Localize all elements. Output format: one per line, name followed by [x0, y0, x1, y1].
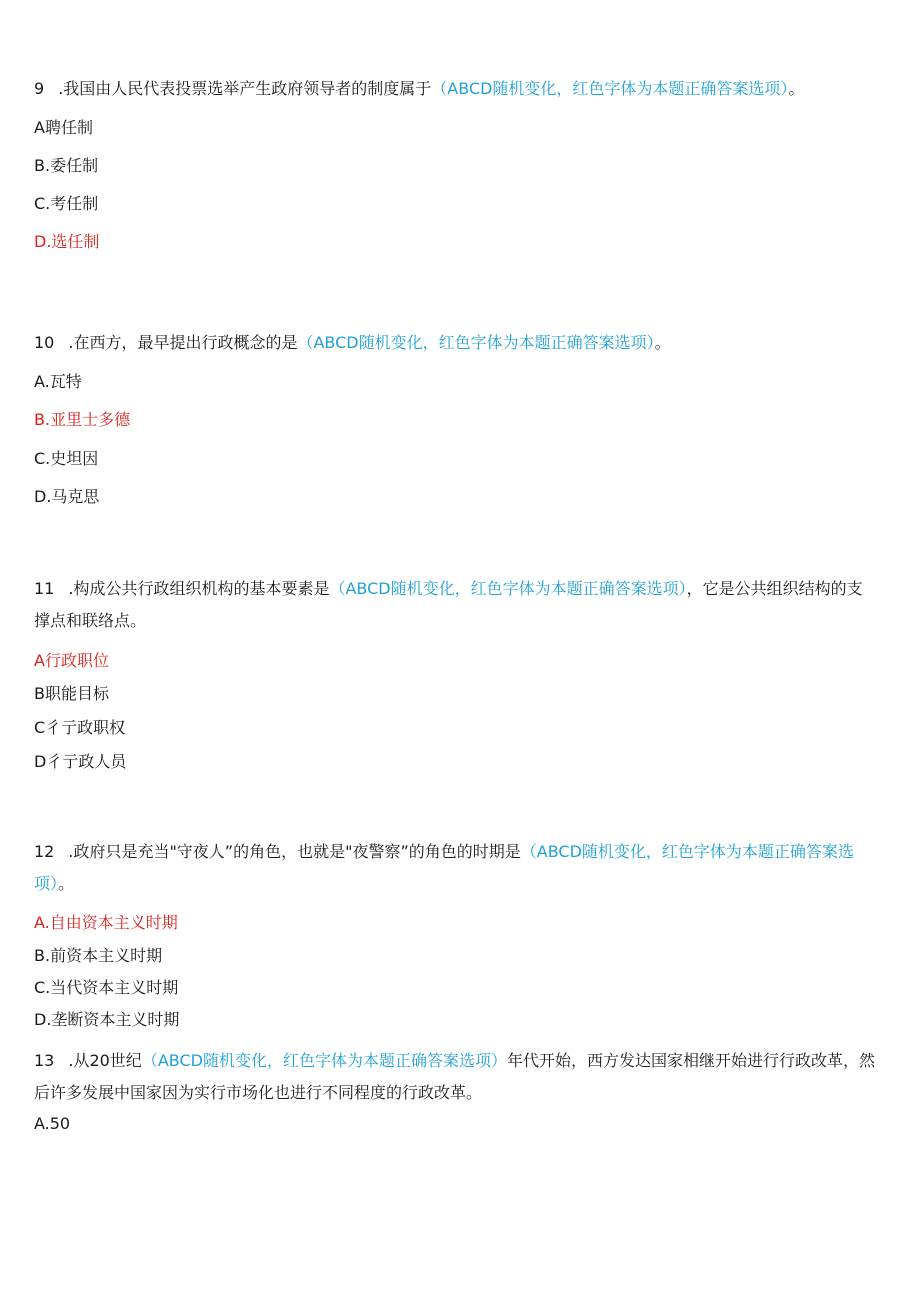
option-12d[interactable]: D.垄断资本主义时期 — [34, 1010, 180, 1029]
option-12c[interactable]: C.当代资本主义时期 — [34, 978, 179, 997]
question-number: 12 — [34, 842, 55, 861]
option-9b[interactable]: B.委任制 — [34, 156, 99, 175]
question-text-end: ，它是公共组织结构的支撑点和联络点。 — [34, 579, 863, 630]
option-12a-correct[interactable]: A.自由资本主义时期 — [34, 913, 178, 932]
option-9a[interactable]: A聘任制 — [34, 118, 93, 137]
option-11d[interactable]: D彳亍政人员 — [34, 752, 127, 771]
option-9c[interactable]: C.考任制 — [34, 194, 99, 213]
question-text: .在西方，最早提出行政概念的是 — [68, 333, 298, 352]
question-text: .政府只是充当"守夜人”的角色，也就是"夜警察”的角色的时期是 — [68, 842, 521, 861]
option-10c[interactable]: C.史坦因 — [34, 449, 99, 468]
option-9d-correct[interactable]: D.选任制 — [34, 232, 100, 251]
option-12b[interactable]: B.前资本主义时期 — [34, 946, 163, 965]
question-text-end: 年代开始，西方发达国家相继开始进行行政改革，然后许多发展中国家因为实行市场化也进行不同程度的行政改革。 — [34, 1051, 875, 1102]
question-text: .构成公共行政组织机构的基本要素是 — [68, 579, 330, 598]
option-11a-correct[interactable]: A行政职位 — [34, 651, 109, 670]
question-number: 10 — [34, 333, 55, 352]
question-11 — [34, 573, 876, 637]
answer-hint: （ABCD随机变化，红色字体为本题正确答案选项） — [431, 79, 789, 98]
question-number: 11 — [34, 579, 55, 598]
option-11c[interactable]: C彳亍政职权 — [34, 718, 126, 737]
question-13 — [34, 1045, 876, 1109]
option-10b-correct[interactable]: B.亚里士多德 — [34, 410, 131, 429]
question-text-end: 。 — [58, 874, 75, 893]
question-10 — [34, 327, 876, 359]
answer-hint: （ABCD随机变化，红色字体为本题正确答案选项） — [329, 579, 687, 598]
question-text-end: 。 — [788, 79, 805, 98]
answer-hint: （ABCD随机变化，红色字体为本题正确答案选项） — [141, 1051, 507, 1070]
question-text-end: 。 — [654, 333, 671, 352]
answer-hint: （ABCD随机变化，红色字体为本题正确答案选项） — [297, 333, 655, 352]
question-9 — [34, 73, 876, 105]
question-number: 9 — [34, 79, 45, 98]
answer-hint: （ABCD随机变化，红色字体为本题正确答案选项） — [34, 842, 854, 893]
option-10d[interactable]: D.马克思 — [34, 487, 100, 506]
question-text: .我国由人民代表投票选举产生政府领导者的制度属于 — [58, 79, 432, 98]
option-10a[interactable]: A.瓦特 — [34, 372, 82, 391]
question-text: .从20世纪 — [68, 1051, 142, 1070]
option-11b[interactable]: B职能目标 — [34, 684, 109, 703]
question-number: 13 — [34, 1051, 55, 1070]
question-12 — [34, 836, 876, 900]
option-13a[interactable]: A.50 — [34, 1114, 71, 1133]
